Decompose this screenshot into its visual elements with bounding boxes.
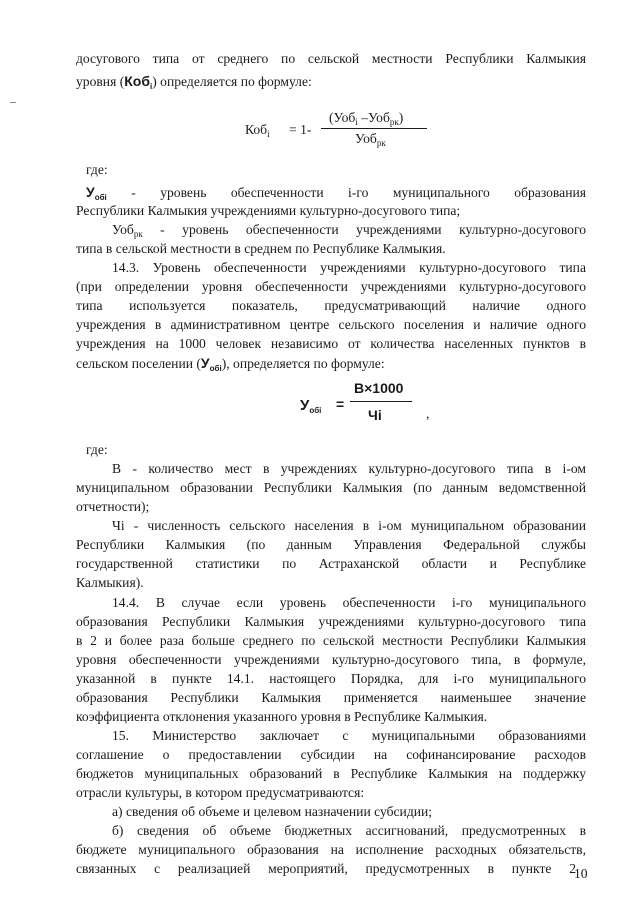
formula-eq: = <box>336 396 345 412</box>
text-line: типа используется показатель, предусматривающий наличие одного <box>76 298 586 313</box>
text-line: отчетности); <box>76 499 150 514</box>
text-line: а) сведения об объеме и целевом назначении субсидии; <box>112 804 433 819</box>
formula-lhs: Коб$_i$ <box>245 122 270 139</box>
text-line: В - количество мест в учреждениях культурно-досугового типа в i-ом <box>112 461 586 476</box>
text-line: досугового типа от среднего по сельской местности Республики Калмыкия <box>76 51 586 66</box>
formula-uob <box>300 378 440 428</box>
text-line: учреждения на 1000 человек независимо от количества населенных пунктов в <box>76 336 586 351</box>
text-line: в 2 и более раза больше среднего по сельской местности Республики Калмыкия <box>76 633 586 648</box>
formula-comma: , <box>426 406 430 421</box>
fraction-bar <box>350 401 412 402</box>
text-line: уровня обеспеченности учреждениями культурно-досугового типа, в формуле, <box>76 652 586 667</box>
margin-mark <box>10 102 16 103</box>
text-line: бюджетов муниципальных образований в Республике Калмыкия на поддержку <box>76 766 586 781</box>
formula-denominator: Уоб$_{рк}$ <box>355 131 386 148</box>
formula-numerator: (Уоб$_i$ –Уоб$_{рк}$) <box>329 110 404 127</box>
text-line: 15. Министерство заключает с муниципальными образованиями <box>112 728 586 743</box>
text-line: (при определении уровня обеспеченности учреждениями культурно-досугового <box>76 279 586 294</box>
formula-kob <box>245 108 445 152</box>
text-line: где: <box>86 162 108 177</box>
fraction-bar <box>321 128 427 129</box>
text-line: где: <box>86 442 108 457</box>
text-line: коэффициента отклонения указанного уровня в Республике Калмыкия. <box>76 709 488 724</box>
text-line: Уоб$_{рк}$ - уровень обеспеченности учреждениями культурно-досугового <box>112 222 586 239</box>
text-line: указанной в пункте 14.1. настоящего Порядка, для i-го муниципального <box>76 671 586 686</box>
text-line: Республики Калмыкия (по данным Управления Федеральной службы <box>76 537 586 552</box>
text-line: отрасли культуры, в котором предусматриваются: <box>76 785 365 800</box>
text-line: 14.4. В случае если уровень обеспеченности i-го муниципального <box>112 595 586 610</box>
text-line: 14.3. Уровень обеспеченности учреждениями культурно-досугового типа <box>112 260 586 275</box>
text-line: $У_{обi}$ - уровень обеспеченности i-го муниципального образования <box>86 184 586 202</box>
text-line: сельском поселении $(У_{обi})$, определяется по формуле: <box>76 355 385 373</box>
text-line: уровня (Коб$_i$) определяется по формуле: <box>76 73 312 91</box>
text-line: образования Республики Калмыкия учреждениями культурно-досугового типа <box>76 614 586 629</box>
text-line: муниципальном образовании Республики Калмыкия (по данным ведомственной <box>76 480 586 495</box>
text-line: Чi - численность сельского населения в i-ом муниципальном образовании <box>112 518 586 533</box>
text-line: Республики Калмыкия учреждениями культурно-досугового типа; <box>76 203 461 218</box>
text-line: учреждения в административном центре сельского поселения и наличие одного <box>76 317 586 332</box>
formula-denominator: Чi <box>368 407 382 423</box>
page-number: 10 <box>574 866 588 881</box>
text-line: государственной статистики по Астраханской области и Республике <box>76 556 586 571</box>
text-line: типа в сельской местности в среднем по Республике Калмыкия. <box>76 241 446 256</box>
text-line: Калмыкия). <box>76 575 144 590</box>
text-line: бюджете муниципального образования на исполнение расходных обязательств, <box>76 842 586 857</box>
text-line: соглашение о предоставлении субсидии на софинансирование расходов <box>76 747 586 762</box>
formula-eq: = 1- <box>289 122 312 137</box>
text-line: б) сведения об объеме бюджетных ассигнований, предусмотренных в <box>112 823 586 838</box>
formula-lhs: $У_{обi}$ <box>300 397 322 415</box>
text-line: образования Республики Калмыкия применяется наименьшее значение <box>76 690 586 705</box>
text-line: связанных с реализацией мероприятий, предусмотренных в пункте 2 <box>76 861 576 876</box>
formula-numerator: В×1000 <box>354 380 404 396</box>
